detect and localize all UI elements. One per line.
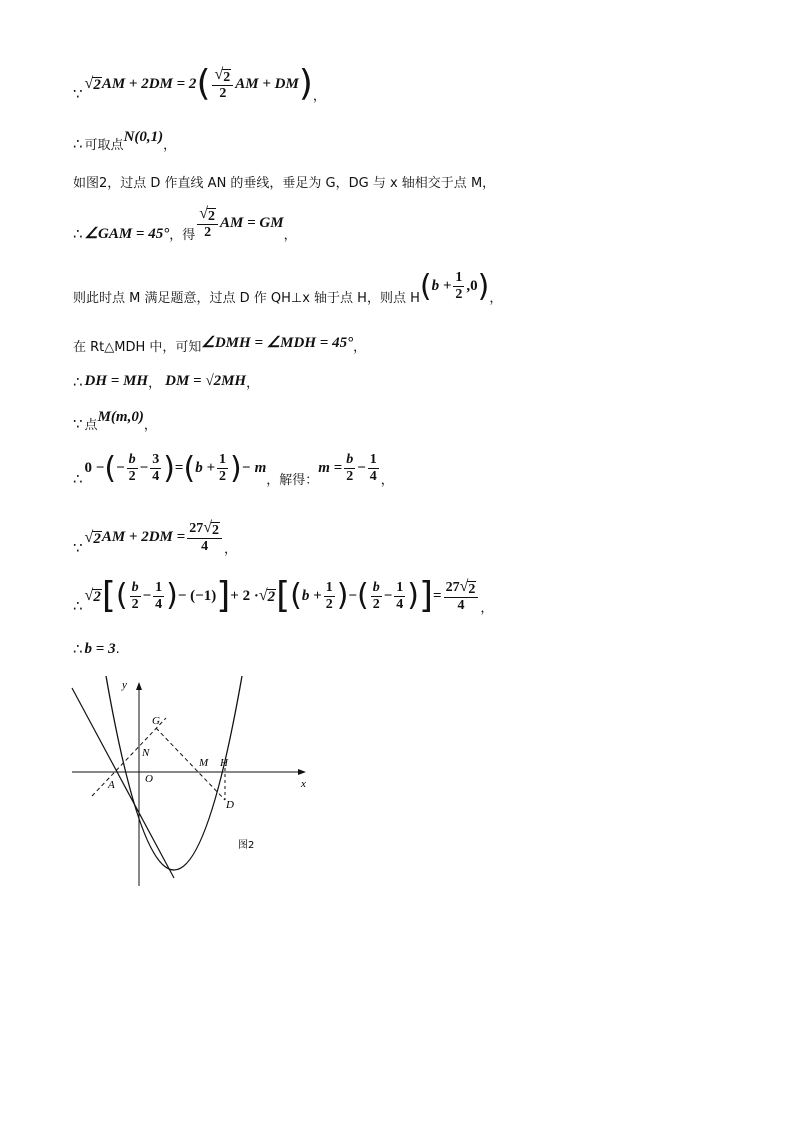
fraction-b-over-2: $\frac{b}{2}$ — [346, 452, 354, 484]
fraction-1-over-2: $\frac{1}{2}$ — [455, 270, 463, 302]
paren-right: ) — [407, 578, 419, 613]
paren-left: ( — [290, 578, 302, 613]
math-text: − — [357, 460, 366, 476]
label-y: y — [122, 679, 127, 691]
fraction-1-over-2: $\frac{1}{2}$ — [219, 452, 227, 484]
fraction-3-over-4: $\frac{3}{4}$ — [152, 452, 160, 484]
label-o: O — [145, 773, 153, 785]
therefore-symbol: ∴ — [73, 597, 83, 615]
sqrt-2: √ 2 — [258, 587, 276, 605]
fraction-1-over-4: $\frac{1}{4}$ — [155, 579, 163, 612]
comma: ， — [353, 340, 367, 355]
math-text: m = — [318, 460, 343, 476]
bracket-left: [ — [276, 575, 291, 616]
therefore-symbol: ∴ — [73, 224, 83, 243]
label-d: D — [226, 799, 234, 811]
paren-left: ( — [419, 268, 432, 304]
equation-dh-mh: DH = MH — [84, 373, 149, 389]
therefore-symbol: ∴ — [73, 372, 83, 391]
fraction-1-over-4: $\frac{1}{4}$ — [369, 452, 377, 484]
therefore-symbol: ∴ — [73, 640, 83, 658]
because-symbol: ∵ — [73, 538, 83, 557]
math-text: − — [116, 460, 125, 476]
comma: ， — [480, 600, 494, 616]
equation-dm: DM = √2MH — [165, 373, 247, 389]
label-x: x — [301, 778, 306, 790]
paren-left: ( — [104, 450, 117, 486]
y-axis-arrow — [136, 682, 142, 690]
label-n: N — [142, 747, 150, 759]
math-text: − — [383, 587, 393, 604]
comma: ， — [163, 138, 177, 153]
angle-gam: ∠GAM = 45° — [84, 226, 170, 242]
point-m: M(m,0) — [97, 409, 144, 425]
paren-left: ( — [115, 578, 128, 613]
eq-line-4 — [73, 206, 297, 241]
sqrt-2: √ 2 — [84, 75, 101, 93]
math-text: − — [142, 587, 152, 604]
fraction-1-over-4: $\frac{1}{4}$ — [396, 579, 404, 612]
period: . — [115, 641, 120, 657]
paren-left: ( — [183, 450, 196, 486]
math-text: − — [348, 587, 357, 604]
fraction-b-over-2: $\frac{b}{2}$ — [128, 452, 136, 484]
math-text: AM = GM — [220, 215, 284, 231]
fraction-sqrt2-over-2: √ 2 2 — [212, 67, 233, 102]
paren-left: ( — [196, 63, 211, 104]
parabola-curve — [106, 676, 242, 870]
math-text: = — [433, 587, 442, 604]
eq-line-9 — [73, 450, 394, 488]
comma: ， — [223, 542, 237, 557]
comma: ， — [283, 228, 297, 243]
math-text: 0 − — [84, 460, 105, 476]
label-h: H — [220, 757, 228, 769]
paren-right: ) — [298, 63, 313, 104]
text-line-5 — [73, 268, 503, 306]
angle-equation: ∠DMH = ∠MDH = 45° — [201, 335, 354, 351]
point-n: N(0,1) — [123, 129, 164, 145]
label-m: M — [199, 757, 209, 769]
text-line-6 — [73, 336, 366, 355]
comma: ， — [380, 473, 394, 488]
fraction-b-over-2: $\frac{b}{2}$ — [131, 579, 139, 612]
text-segment: ，解得： — [266, 473, 319, 488]
text-segment: ，得 — [169, 228, 196, 243]
because-symbol: ∵ — [73, 414, 83, 433]
label-a: A — [108, 779, 115, 791]
because-symbol: ∵ — [73, 85, 83, 103]
math-text: b + — [431, 278, 452, 294]
text-segment: 在 Rt△MDH 中，可知 — [73, 340, 202, 355]
math-text: b + — [301, 587, 322, 604]
paren-left: ( — [356, 578, 369, 613]
bracket-right: ] — [418, 575, 434, 616]
comma: ， — [489, 291, 503, 306]
sqrt-2: √ 2 — [84, 528, 101, 547]
bracket-right: ] — [216, 575, 231, 616]
paren-right: ) — [163, 450, 175, 486]
paren-right: ) — [336, 578, 349, 613]
fraction-27sqrt2-over-4: 27 √ 2 4 — [187, 520, 222, 555]
fraction-b-over-2: $\frac{b}{2}$ — [372, 579, 380, 612]
comma: ， — [143, 418, 157, 433]
math-text: + 2 · — [230, 587, 259, 604]
math-text: AM + 2DM = 2 — [101, 75, 197, 92]
math-text: = — [174, 460, 184, 476]
paren-right: ) — [230, 450, 242, 486]
eq-line-8 — [73, 409, 157, 433]
math-text: − — [139, 460, 149, 476]
eq-line-2 — [73, 129, 177, 153]
math-text: − m — [241, 460, 267, 476]
x-axis-arrow — [298, 769, 306, 775]
figure-caption: 图2 — [238, 840, 255, 851]
text-segment: 点 — [84, 418, 98, 433]
text-segment: 则此时点 M 满足题意，过点 D 作 QH⊥x 轴于点 H，则点 H — [73, 291, 420, 306]
therefore-symbol: ∴ — [73, 134, 83, 153]
bracket-left: [ — [101, 575, 116, 616]
sqrt-2: √ 2 — [84, 587, 101, 605]
paren-right: ) — [166, 578, 178, 613]
figure-2-diagram — [66, 676, 326, 891]
eq-line-10 — [73, 520, 237, 555]
fraction-sqrt2-over-2: √ 2 2 — [197, 206, 218, 241]
text-line-3 — [73, 172, 495, 191]
eq-line-12 — [73, 640, 120, 658]
paren-right: ) — [477, 268, 490, 304]
eq-line-11 — [73, 575, 494, 616]
comma: ， — [246, 376, 260, 391]
text-segment: 如图2，过点 D 作直线 AN 的垂线，垂足为 G，DG 与 x 轴相交于点 M， — [73, 176, 496, 191]
comma: ， — [312, 88, 326, 104]
dashed-line-gd — [156, 728, 225, 800]
math-text: AM + DM — [235, 75, 299, 92]
math-text: b + — [195, 460, 216, 476]
eq-line-1 — [73, 63, 326, 104]
math-text: AM + 2DM = — [101, 529, 186, 545]
label-g: G — [152, 715, 160, 727]
math-text: − (−1) — [177, 587, 217, 604]
text-segment: 可取点 — [84, 138, 124, 153]
fraction-27sqrt2-over-4: 27 √ 2 4 — [444, 579, 479, 614]
math-text: ,0 — [466, 278, 478, 294]
eq-line-7 — [73, 372, 259, 391]
therefore-symbol: ∴ — [73, 469, 83, 488]
final-answer: b = 3 — [84, 640, 116, 657]
fraction-1-over-2: $\frac{1}{2}$ — [325, 579, 333, 612]
comma: ， — [148, 376, 162, 391]
